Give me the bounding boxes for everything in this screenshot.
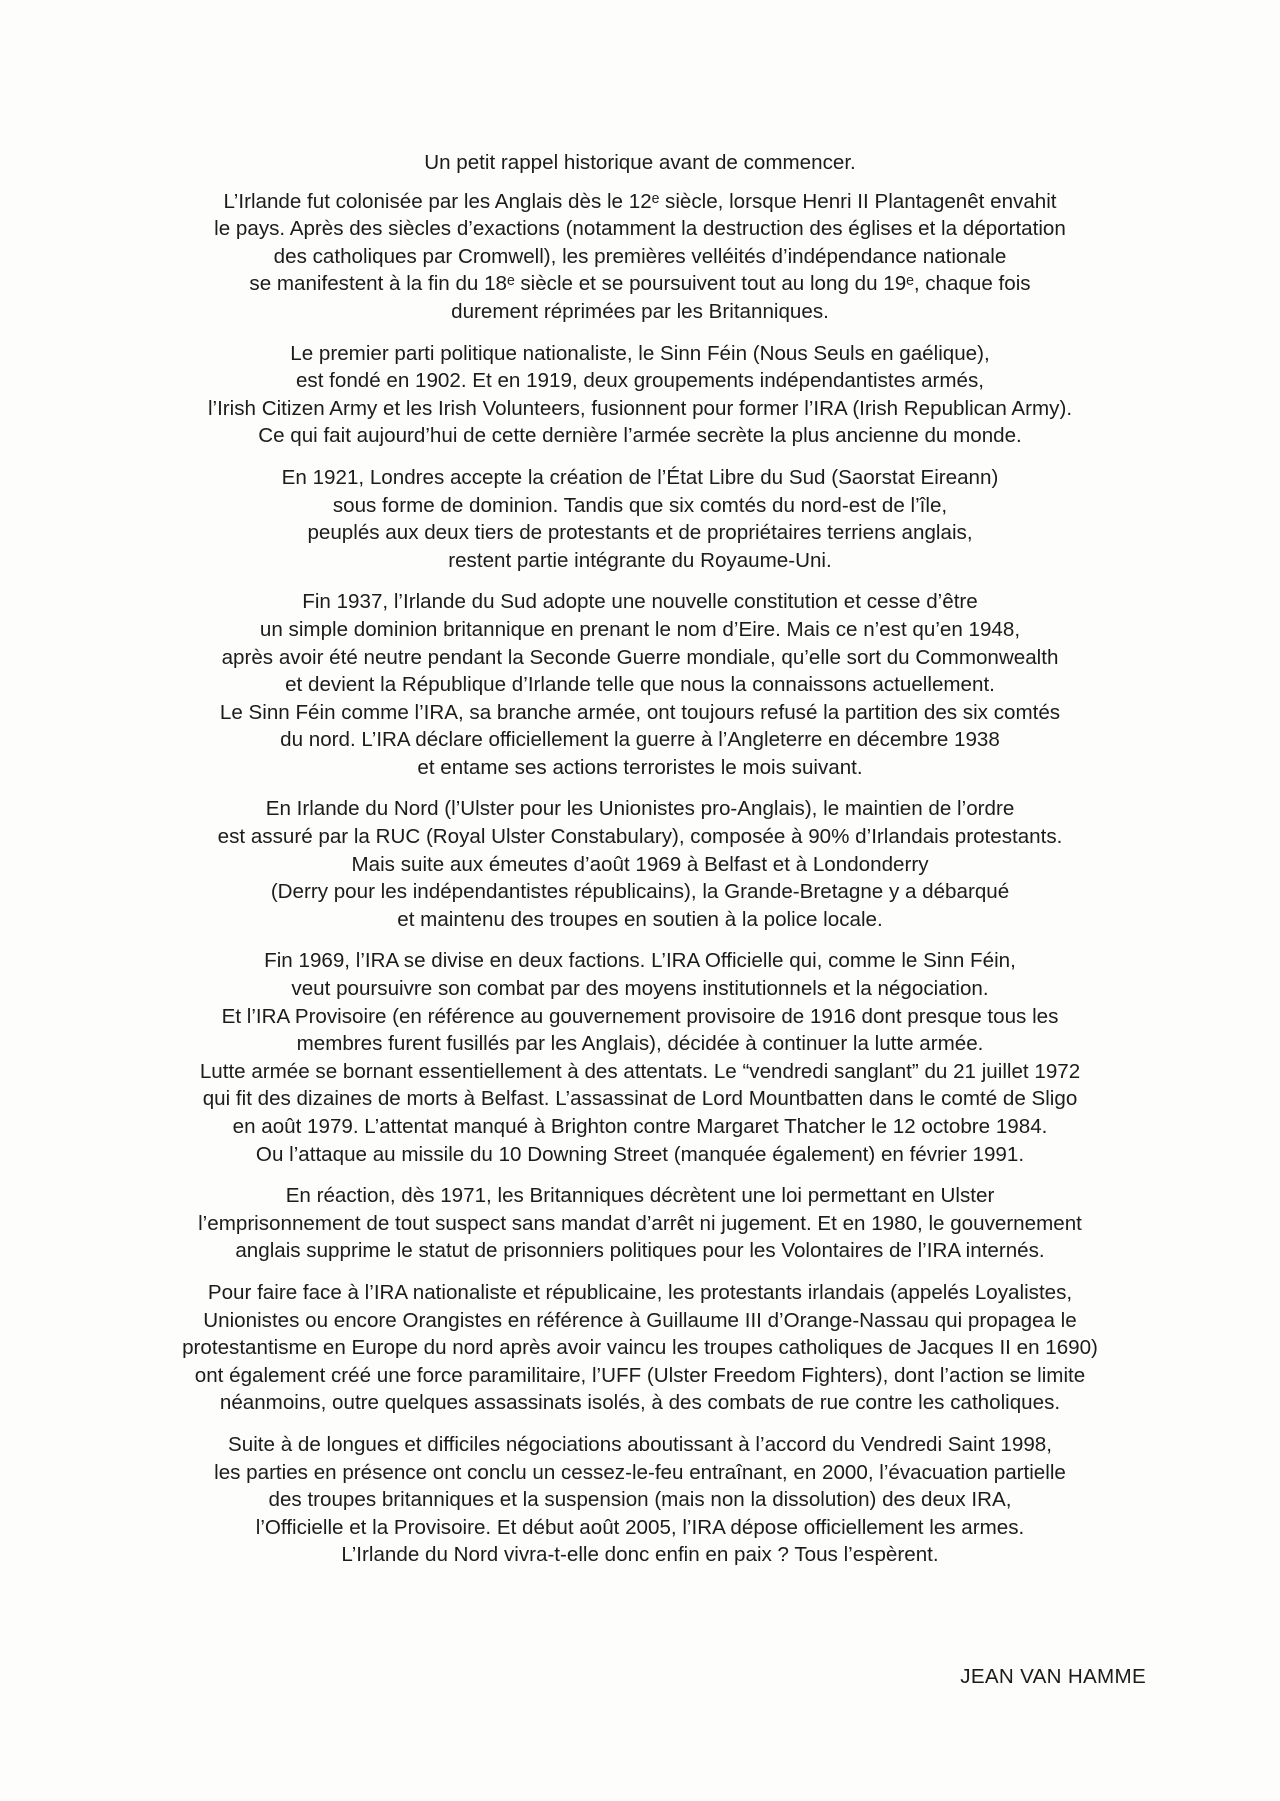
paragraph-line: En 1921, Londres accepte la création de l’État Libre du Sud (Saorstat Eireann) (281, 465, 999, 489)
paragraph-line: restent partie intégrante du Royaume-Uni. (448, 548, 832, 572)
document-body (60, 149, 1220, 1583)
paragraph-line: Fin 1969, l’IRA se divise en deux factions. L’IRA Officielle qui, comme le Sinn Féin, (264, 949, 1016, 973)
paragraph-line: sous forme de dominion. Tandis que six comtés du nord-est de l’île, (332, 493, 948, 517)
paragraph-line: néanmoins, outre quelques assassinats isolés, à des combats de rue contre les catholiques. (219, 1391, 1061, 1415)
paragraph-line: l’Irish Citizen Army et les Irish Volunteers, fusionnent pour former l’IRA (Irish Republican Army). (207, 396, 1073, 420)
paragraph-line: un simple dominion britannique en prenant le nom d’Eire. Mais ce n’est qu’en 1948, (259, 617, 1021, 641)
paragraph-line: veut poursuivre son combat par des moyens institutionnels et la négociation. (291, 977, 989, 1001)
paragraph-line: l’emprisonnement de tout suspect sans mandat d’arrêt ni jugement. Et en 1980, le gouvernement (198, 1211, 1082, 1235)
paragraph-line: En Irlande du Nord (l’Ulster pour les Unionistes pro-Anglais), le maintien de l’ordre (265, 797, 1015, 821)
paragraph-line: est fondé en 1902. Et en 1919, deux groupements indépendantistes armés, (295, 369, 985, 393)
paragraph-line: le pays. Après des siècles d’exactions (notamment la destruction des églises et la déportation (214, 217, 1066, 241)
paragraph-line: qui fit des dizaines de morts à Belfast. L’assassinat de Lord Mountbatten dans le comté de Sligo (202, 1087, 1078, 1111)
paragraph-line: Suite à de longues et difficiles négociations aboutissant à l’accord du Vendredi Saint 1998, (228, 1432, 1052, 1456)
paragraph-line: des troupes britanniques et la suspension (mais non la dissolution) des deux IRA, (268, 1488, 1012, 1512)
paragraph-line: et entame ses actions terroristes le mois suivant. (417, 755, 863, 779)
paragraph-line: L’Irlande du Nord vivra-t-elle donc enfin en paix ? Tous l’espèrent. (341, 1543, 939, 1567)
paragraph-line: anglais supprime le statut de prisonniers politiques pour les Volontaires de l’IRA internés. (235, 1239, 1045, 1263)
paragraph-line: l’Officielle et la Provisoire. Et début août 2005, l’IRA dépose officiellement les armes. (255, 1515, 1025, 1539)
paragraph-line: Le Sinn Féin comme l’IRA, sa branche armée, ont toujours refusé la partition des six comtés (219, 700, 1061, 724)
paragraph-line: les parties en présence ont conclu un cessez-le-feu entraînant, en 2000, l’évacuation partielle (214, 1460, 1066, 1484)
paragraph-line: (Derry pour les indépendantistes républicains), la Grande-Bretagne y a débarqué (270, 880, 1010, 904)
paragraph-line: Ou l’attaque au missile du 10 Downing Street (manquée également) en février 1991. (255, 1142, 1025, 1166)
paragraph-line: Le premier parti politique nationaliste, le Sinn Féin (Nous Seuls en gaélique), (290, 341, 990, 365)
paragraph (60, 340, 1220, 450)
paragraph-line: En réaction, dès 1971, les Britanniques décrètent une loi permettant en Ulster (285, 1184, 995, 1208)
paragraph-line: se manifestent à la fin du 18ᵉ siècle et se poursuivent tout au long du 19ᵉ, chaque fois (249, 272, 1031, 296)
paragraph-line: Mais suite aux émeutes d’août 1969 à Belfast et à Londonderry (351, 852, 929, 876)
paragraph (60, 947, 1220, 1168)
paragraph-line: Ce qui fait aujourd’hui de cette dernière l’armée secrète la plus ancienne du monde. (258, 424, 1022, 448)
paragraph-line: Unionistes ou encore Orangistes en référence à Guillaume III d’Orange-Nassau qui propagea le (203, 1308, 1077, 1332)
paragraph (60, 464, 1220, 574)
paragraph-line: L’Irlande fut colonisée par les Anglais dès le 12ᵉ siècle, lorsque Henri II Plantagenêt envahit (223, 189, 1057, 213)
paragraph-line: durement réprimées par les Britanniques. (451, 299, 829, 323)
author-signature: JEAN VAN HAMME (960, 1665, 1146, 1688)
paragraph-line: est assuré par la RUC (Royal Ulster Constabulary), composée à 90% d’Irlandais protestants. (217, 825, 1063, 849)
paragraph-line: et devient la République d’Irlande telle que nous la connaissons actuellement. (285, 673, 995, 697)
paragraph-line: Et l’IRA Provisoire (en référence au gouvernement provisoire de 1916 dont presque tous les (221, 1004, 1059, 1028)
paragraph-list (60, 188, 1220, 1569)
paragraph-line: Fin 1937, l’Irlande du Sud adopte une nouvelle constitution et cesse d’être (302, 590, 978, 614)
paragraph-line: du nord. L’IRA déclare officiellement la guerre à l’Angleterre en décembre 1938 (280, 728, 1000, 752)
paragraph (60, 1182, 1220, 1265)
paragraph-line: ont également créé une force paramilitaire, l’UFF (Ulster Freedom Fighters), dont l’action se limite (194, 1363, 1086, 1387)
paragraph (60, 1279, 1220, 1417)
paragraph (60, 795, 1220, 933)
paragraph-line: membres furent fusillés par les Anglais), décidée à continuer la lutte armée. (296, 1032, 984, 1056)
paragraph-line: en août 1979. L’attentat manqué à Brighton contre Margaret Thatcher le 12 octobre 1984. (232, 1115, 1048, 1138)
paragraph-line: Pour faire face à l’IRA nationaliste et républicaine, les protestants irlandais (appelés Loyalistes, (207, 1280, 1073, 1304)
intro-line: Un petit rappel historique avant de commencer. (424, 151, 856, 174)
paragraph-line: après avoir été neutre pendant la Seconde Guerre mondiale, qu’elle sort du Commonwealth (221, 645, 1059, 669)
paragraph-line: et maintenu des troupes en soutien à la police locale. (397, 907, 883, 931)
paragraph (60, 1431, 1220, 1569)
paragraph-line: des catholiques par Cromwell), les premières velléités d’indépendance nationale (273, 244, 1007, 268)
paragraph (60, 188, 1220, 326)
paragraph-line: Lutte armée se bornant essentiellement à des attentats. Le “vendredi sanglant” du 21 juillet 1972 (199, 1059, 1081, 1083)
paragraph-line: peuplés aux deux tiers de protestants et de propriétaires terriens anglais, (307, 521, 973, 545)
paragraph (60, 588, 1220, 781)
paragraph-line: protestantisme en Europe du nord après avoir vaincu les troupes catholiques de Jacques II en 1690) (182, 1336, 1098, 1360)
